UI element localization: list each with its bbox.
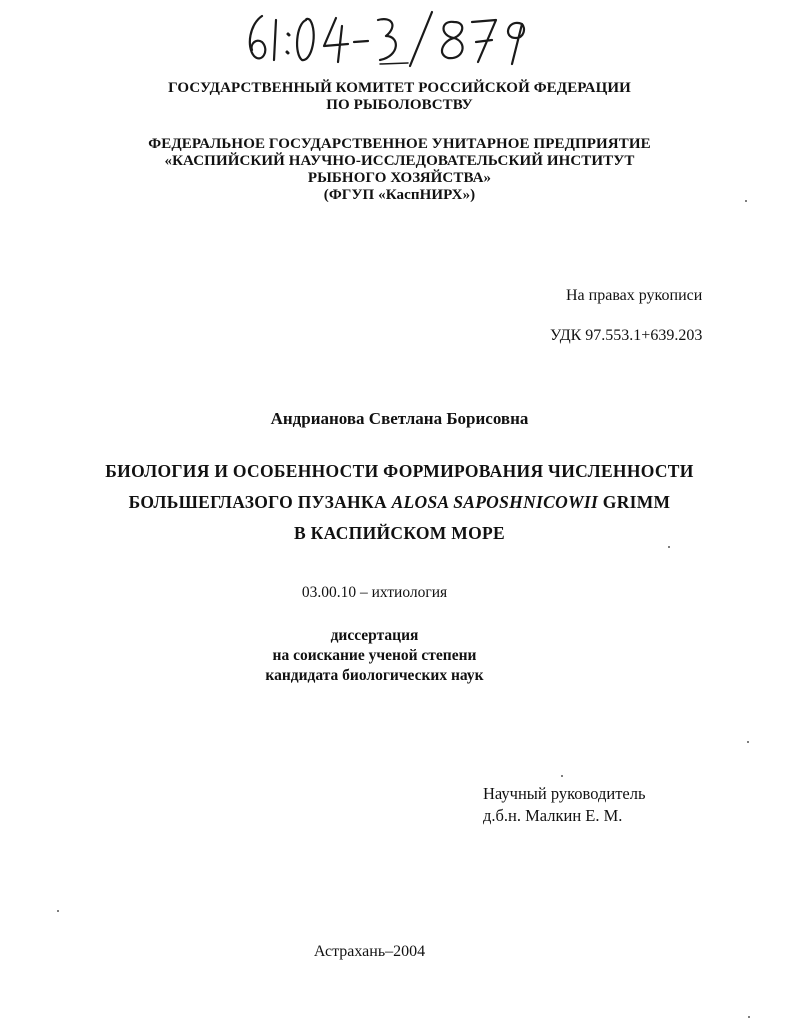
degree-line-3: кандидата биологических наук — [265, 667, 484, 684]
advisor-label: Научный руководитель — [483, 784, 646, 803]
degree-block — [0, 626, 774, 686]
committee-heading — [0, 80, 799, 114]
title-line-2 — [0, 487, 799, 518]
city-year: Астрахань–2004 — [313, 943, 426, 960]
title-line-2-post: GRIMM — [598, 492, 671, 512]
institute-line-1: ФЕДЕРАЛЬНОЕ ГОСУДАРСТВЕННОЕ УНИТАРНОЕ ПРЕДПРИЯТИЕ — [148, 136, 651, 152]
committee-line-1: ГОСУДАРСТВЕННЫЙ КОМИТЕТ РОССИЙСКОЙ ФЕДЕРАЦИИ — [168, 80, 631, 96]
institute-line-4: (ФГУП «КаспНИРХ») — [323, 187, 476, 203]
institute-line-2: «КАСПИЙСКИЙ НАУЧНО-ИССЛЕДОВАТЕЛЬСКИЙ ИНСТИТУТ — [164, 153, 635, 169]
degree-line-2: на соискание ученой степени — [272, 647, 477, 664]
rights-note: На правах рукописи — [566, 287, 703, 304]
institute-line-3: РЫБНОГО ХОЗЯЙСТВА» — [307, 170, 492, 186]
scan-speck — [668, 546, 670, 548]
institute-heading — [0, 136, 799, 204]
title-line-2-pre: БОЛЬШЕГЛАЗОГО ПУЗАНКА — [128, 492, 392, 512]
title-line-3: В КАСПИЙСКОМ МОРЕ — [294, 523, 505, 543]
scan-speck — [57, 910, 59, 912]
degree-line-1: диссертация — [330, 627, 419, 644]
handwritten-signature-image — [240, 6, 540, 68]
udc-code: УДК 97.553.1+639.203 — [550, 327, 703, 344]
dissertation-title — [0, 456, 799, 549]
title-line-1: БИОЛОГИЯ И ОСОБЕННОСТИ ФОРМИРОВАНИЯ ЧИСЛЕННОСТИ — [105, 461, 694, 481]
scan-speck — [748, 1016, 750, 1018]
committee-line-2: ПО РЫБОЛОВСТВУ — [326, 97, 473, 113]
species-latin-name: ALOSA SAPOSHNICOWII — [391, 492, 599, 512]
scan-speck — [745, 200, 747, 202]
advisor-name: д.б.н. Малкин Е. М. — [483, 806, 623, 825]
handwritten-archive-number — [240, 6, 540, 68]
author-name: Андрианова Светлана Борисовна — [270, 409, 529, 428]
advisor-block — [483, 783, 646, 827]
specialty: 03.00.10 – ихтиология — [301, 584, 448, 601]
scan-speck — [561, 775, 563, 777]
scan-speck — [747, 741, 749, 743]
